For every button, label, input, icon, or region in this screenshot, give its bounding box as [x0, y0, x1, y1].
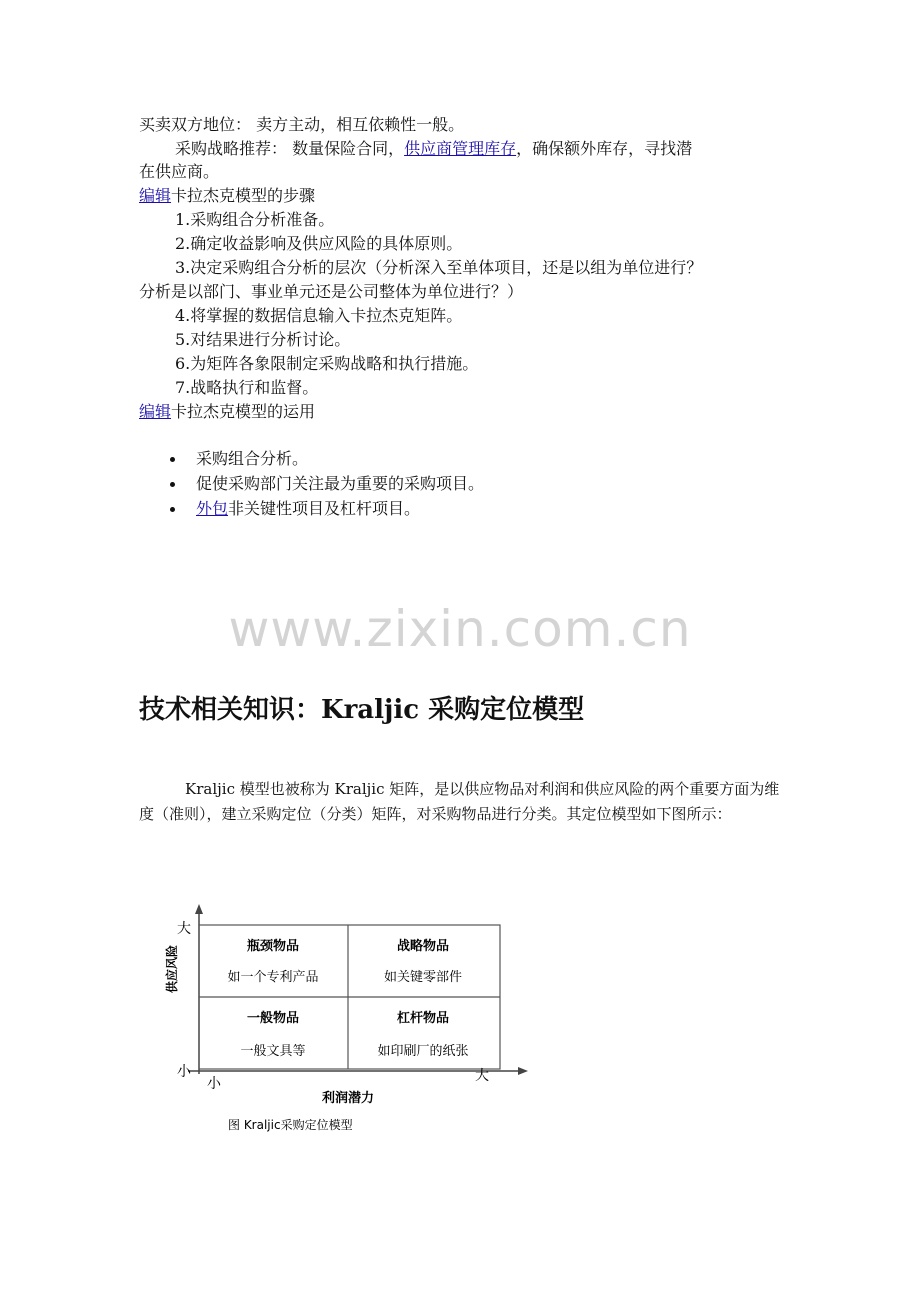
step-item: 2.确定收益影响及供应风险的具体原则。 — [175, 234, 463, 253]
bullet-dot-icon — [170, 507, 175, 512]
section-heading-steps — [139, 185, 315, 207]
intro-text: Kraljic 模型也被称为 Kraljic 矩阵，是以供应物品对利润和供应风险的两个重要方面为维度（准则），建立采购定位（分类）矩阵，对采购物品进行分类。其定位模型如下图所示： — [139, 780, 780, 823]
step-item: 5.对结果进行分析讨论。 — [175, 330, 351, 349]
quadrant-noncritical-example: 一般文具等 — [240, 1044, 306, 1059]
quadrant-noncritical-title: 一般物品 — [246, 1011, 300, 1026]
step-item: 6.为矩阵各象限制定采购战略和执行措施。 — [175, 354, 479, 373]
article-title: 技术相关知识：Kraljic 采购定位模型 — [139, 695, 585, 725]
quadrant-strategic-title: 战略物品 — [396, 939, 450, 954]
list-item — [170, 448, 484, 473]
usage-list — [170, 448, 484, 523]
bullet-dot-icon — [170, 482, 175, 487]
section-heading-usage — [139, 401, 315, 423]
figure-caption: 图 Kraljic采购定位模型 — [228, 1118, 353, 1132]
step-item: 3.决定采购组合分析的层次（分析深入至单体项目，还是以组为单位进行？ — [175, 258, 703, 277]
usage-heading-text: 卡拉杰克模型的运用 — [171, 402, 316, 421]
strategy-line — [175, 138, 692, 160]
quadrant-leverage-title: 杠杆物品 — [396, 1011, 450, 1026]
watermark: www.zixin.com.cn — [228, 600, 692, 658]
y-axis-arrow-icon — [195, 904, 203, 914]
y-high-label: 大 — [177, 921, 191, 937]
list-item-text: 促使采购部门关注最为重要的采购项目。 — [196, 474, 485, 493]
strategy-text-tail: ，确保额外库存，寻找潜 — [516, 139, 693, 158]
strategy-text: 采购战略推荐： 数量保险合同， — [175, 139, 405, 158]
y-low-label: 小 — [177, 1064, 191, 1080]
bullet-dot-icon — [170, 457, 175, 462]
vmi-link[interactable]: 供应商管理库存 — [404, 139, 517, 158]
quadrant-strategic-example: 如关键零部件 — [383, 970, 463, 985]
step-item: 1.采购组合分析准备。 — [175, 210, 335, 229]
list-item-text: 非关键性项目及杠杆项目。 — [228, 499, 421, 518]
steps-heading-text: 卡拉杰克模型的步骤 — [171, 186, 316, 205]
x-axis-arrow-icon — [518, 1067, 528, 1075]
position-line: 买卖双方地位： 卖方主动，相互依赖性一般。 — [139, 115, 465, 134]
list-item — [170, 498, 484, 523]
step-item: 7.战略执行和监督。 — [175, 378, 319, 397]
list-item-text: 采购组合分析。 — [196, 449, 309, 468]
x-low-label: 小 — [207, 1076, 221, 1092]
intro-paragraph — [139, 777, 789, 827]
list-item — [170, 473, 484, 498]
edit-link-steps[interactable]: 编辑 — [139, 186, 172, 205]
y-axis-label: 供应风险 — [165, 944, 179, 994]
x-axis-label: 利润潜力 — [321, 1091, 375, 1106]
quadrant-leverage-example: 如印刷厂的纸张 — [377, 1044, 469, 1059]
step-item: 4.将掌握的数据信息输入卡拉杰克矩阵。 — [175, 306, 463, 325]
quadrant-bottleneck-example: 如一个专利产品 — [227, 970, 319, 985]
quadrant-bottleneck-title: 瓶颈物品 — [246, 939, 300, 954]
strategy-line-wrap: 在供应商。 — [139, 162, 220, 181]
x-high-label: 大 — [475, 1068, 489, 1084]
step-item-wrap: 分析是以部门、事业单元还是公司整体为单位进行？） — [139, 282, 524, 301]
edit-link-usage[interactable]: 编辑 — [139, 402, 172, 421]
kraljic-matrix-figure — [160, 896, 540, 1146]
outsourcing-link[interactable]: 外包 — [196, 499, 229, 518]
